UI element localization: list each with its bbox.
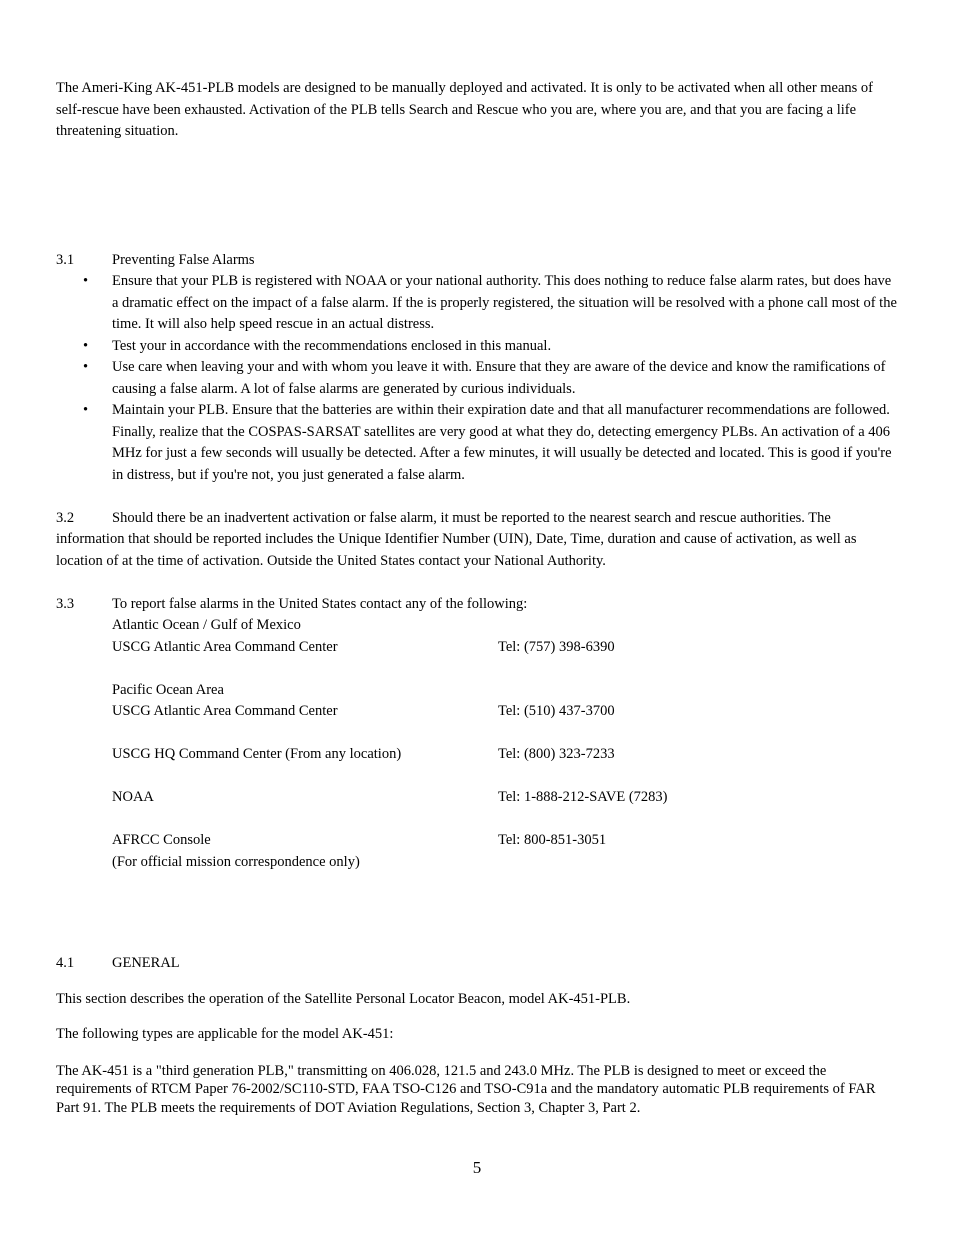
- contact-phone: Tel: 800-851-3051: [498, 832, 607, 848]
- contact-phone: Tel: (510) 437-3700: [498, 703, 615, 719]
- list-item-text: Use care when leaving your and with whom you leave it with. Ensure that they are aware of the device and know the ramifications of causing a false alarm. A lot of false alarms are generated by curious individuals.: [112, 359, 886, 397]
- section-3-2: [56, 508, 898, 573]
- section-number: 3.3: [56, 595, 75, 612]
- general-paragraph-2: The following types are applicable for the model AK-451:: [56, 1026, 394, 1042]
- document-page: [56, 78, 898, 1117]
- contact-list: [56, 615, 898, 873]
- intro-paragraph: The Ameri-King AK-451-PLB models are designed to be manually deployed and activated. It is only to be activated when all other means of self-rescue have been exhausted. Activation of the PLB tells Search and Rescue who you are, where you are, and that you are facing a life threatening situation.: [56, 80, 874, 139]
- contact-name: USCG HQ Command Center (From any location): [112, 746, 402, 762]
- contact-phone: Tel: (800) 323-7233: [498, 746, 615, 762]
- contact-row: [112, 787, 898, 809]
- bullet-icon: •: [83, 359, 89, 375]
- section-3-3: [56, 594, 898, 874]
- contact-name: USCG Atlantic Area Command Center: [112, 703, 338, 719]
- contact-row: [112, 701, 898, 723]
- contact-name: AFRCC Console: [112, 832, 211, 848]
- section-number: 3.2: [56, 509, 75, 526]
- page-number: 5: [472, 1158, 482, 1177]
- contact-area: Atlantic Ocean / Gulf of Mexico: [112, 617, 301, 633]
- list-item: [83, 271, 898, 336]
- list-item: [83, 400, 898, 486]
- section-4-1: [56, 953, 898, 975]
- list-item: [83, 357, 898, 400]
- section-3-1: [56, 250, 898, 487]
- contact-row: [112, 637, 898, 659]
- section-title: Preventing False Alarms: [112, 251, 255, 268]
- contact-name: NOAA: [112, 789, 154, 805]
- false-alarm-list: [56, 271, 898, 486]
- contact-name: USCG Atlantic Area Command Center: [112, 638, 338, 655]
- section-text: Should there be an inadvertent activation or false alarm, it must be reported to the nearest search and rescue authorities. The information that should be reported includes the Unique Identifier Number (UIN), Date, Time, duration and cause of activation, as well as location of at the time of activation. Outside the United States contact your National Authority.: [56, 509, 857, 569]
- list-item-text: Maintain your PLB. Ensure that the batteries are within their expiration date and that all manufacturer recommendations are followed. Finally, realize that the COSPAS-SARSAT satellites are very good at what they do, detecting emergency PLBs. An activation of a 406 MHz for just a few seconds will usually be detected. After a few minutes, it will usually be detected and located. This is good if you're in distress, but if you're not, you just generated a false alarm.: [112, 402, 892, 483]
- contact-row: [112, 830, 898, 852]
- list-item-text: Test your in accordance with the recommendations enclosed in this manual.: [112, 337, 552, 354]
- bullet-icon: •: [83, 337, 89, 354]
- contact-phone: Tel: 1-888-212-SAVE (7283): [498, 789, 668, 805]
- general-paragraph-3: The AK-451 is a "third generation PLB," transmitting on 406.028, 121.5 and 243.0 MHz. The PLB is designed to meet or exceed the requirements of RTCM Paper 76-2002/SC110-STD, FAA TSO-C126 and TSO-C91a and the mandatory automatic PLB requirements of FAR Part 91. The PLB meets the requirements of DOT Aviation Regulations, Section 3, Chapter 3, Part 2.: [56, 1062, 876, 1116]
- general-paragraph-1: This section describes the operation of the Satellite Personal Locator Beacon, model AK-451-PLB.: [56, 990, 631, 1007]
- section-number: 4.1: [56, 955, 75, 971]
- contact-phone: Tel: (757) 398-6390: [498, 638, 615, 655]
- contact-row: [112, 744, 898, 766]
- bullet-icon: •: [83, 402, 89, 418]
- list-item-text: Ensure that your PLB is registered with NOAA or your national authority. This does nothing to reduce false alarm rates, but does have a dramatic effect on the impact of a false alarm. If the is properly registered, the situation will be resolved with a phone call most of the time. It will also help speed rescue in an actual distress.: [112, 273, 897, 332]
- contact-area: Pacific Ocean Area: [112, 681, 224, 698]
- section-title: To report false alarms in the United States contact any of the following:: [112, 595, 528, 612]
- section-number: 3.1: [56, 251, 75, 268]
- list-item: [83, 336, 898, 358]
- contact-note: (For official mission correspondence only): [112, 853, 360, 870]
- bullet-icon: •: [83, 273, 89, 289]
- section-title: GENERAL: [112, 955, 180, 971]
